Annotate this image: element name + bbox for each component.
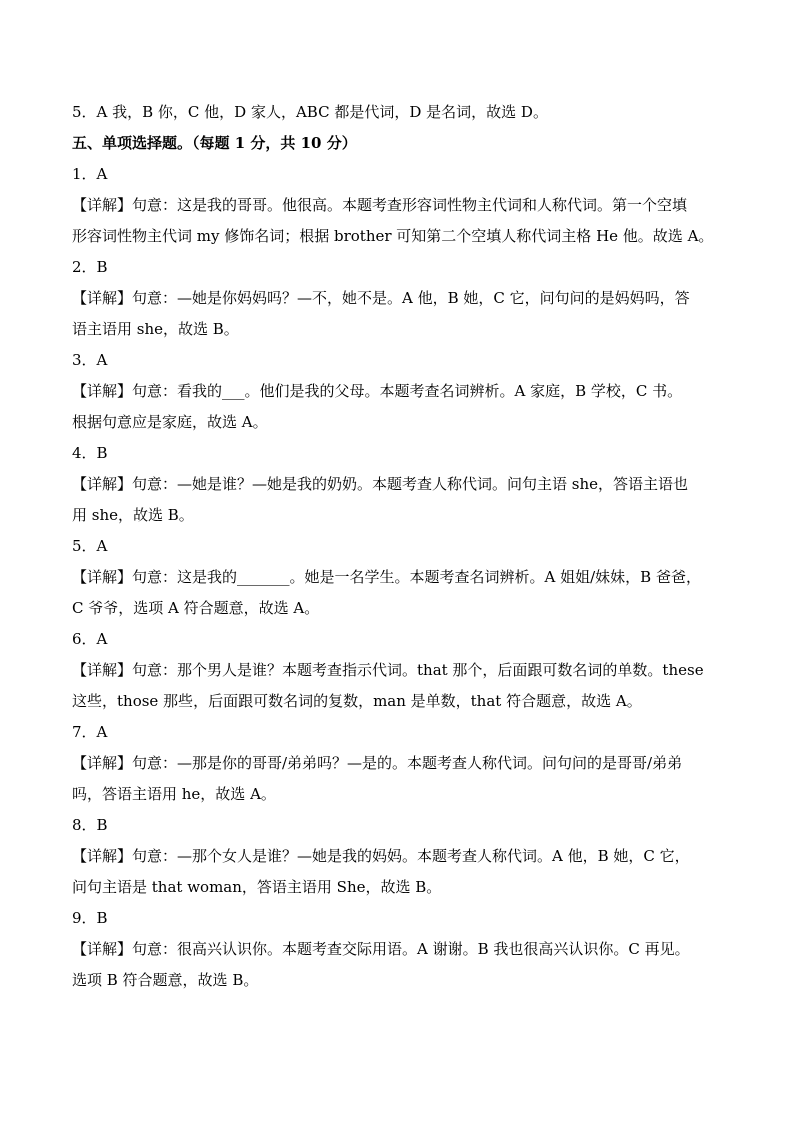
question-block-6 xyxy=(72,624,736,717)
question-block-9 xyxy=(72,903,736,996)
explanation-line: 语主语用 she，故选 B。 xyxy=(72,320,239,338)
explanation-line: 吗，答语主语用 he，故选 A。 xyxy=(72,785,276,803)
question-block-3 xyxy=(72,345,736,438)
explanation-line: 根据句意应是家庭，故选 A。 xyxy=(72,413,268,431)
explanation-line: 【详解】句意：那个男人是谁？本题考查指示代词。that 那个，后面跟可数名词的单数。these xyxy=(72,661,704,679)
answer-label: 4．B xyxy=(72,444,108,462)
answer-label: 7．A xyxy=(72,723,108,741)
previous-answer-line: 5．A 我，B 你，C 他，D 家人，ABC 都是代词，D 是名词，故选 D。 xyxy=(72,103,548,121)
question-block-2 xyxy=(72,252,736,345)
explanation-line: 选项 B 符合题意，故选 B。 xyxy=(72,971,259,989)
explanation-line: C 爷爷，选项 A 符合题意，故选 A。 xyxy=(72,599,320,617)
explanation-line: 形容词性物主代词 my 修饰名词；根据 brother 可知第二个空填人称代词主格 He 他。故选 A。 xyxy=(72,227,714,245)
explanation-line: 【详解】句意：—那个女人是谁？—她是我的妈妈。本题考查人称代词。A 他，B 她，C 它， xyxy=(72,847,690,865)
explanation-line: 【详解】句意：看我的___。他们是我的父母。本题考查名词辨析。A 家庭，B 学校，C 书。 xyxy=(72,382,683,400)
explanation-line: 【详解】句意：很高兴认识你。本题考查交际用语。A 谢谢。B 我也很高兴认识你。C 再见。 xyxy=(72,940,690,958)
explanation-line: 【详解】句意：—她是谁？—她是我的奶奶。本题考查人称代词。问句主语 she，答语主语也 xyxy=(72,475,689,493)
question-block-7 xyxy=(72,717,736,810)
explanation-line: 【详解】句意：—那是你的哥哥/弟弟吗？—是的。本题考查人称代词。问句问的是哥哥/弟弟 xyxy=(72,754,683,772)
question-block-1 xyxy=(72,159,736,252)
section-heading: 五、单项选择题。（每题 1 分，共 10 分） xyxy=(72,134,357,152)
answer-label: 9．B xyxy=(72,909,108,927)
explanation-line: 问句主语是 that woman，答语主语用 She，故选 B。 xyxy=(72,878,442,896)
answer-label: 2．B xyxy=(72,258,108,276)
explanation-line: 用 she，故选 B。 xyxy=(72,506,194,524)
explanation-line: 【详解】句意：—她是你妈妈吗？—不，她不是。A 他，B 她，C 它，问句问的是妈妈吗，答 xyxy=(72,289,690,307)
answer-label: 8．B xyxy=(72,816,108,834)
document-page xyxy=(72,97,736,996)
explanation-line: 【详解】句意：这是我的_______。她是一名学生。本题考查名词辨析。A 姐姐/妹妹，B 爸爸， xyxy=(72,568,701,586)
explanation-line: 【详解】句意：这是我的哥哥。他很高。本题考查形容词性物主代词和人称代词。第一个空填 xyxy=(72,196,688,214)
question-block-8 xyxy=(72,810,736,903)
answer-label: 5．A xyxy=(72,537,108,555)
question-block-5 xyxy=(72,531,736,624)
answer-label: 6．A xyxy=(72,630,108,648)
answer-label: 3．A xyxy=(72,351,108,369)
answer-label: 1．A xyxy=(72,165,108,183)
explanation-line: 这些，those 那些，后面跟可数名词的复数，man 是单数，that 符合题意，故选 A。 xyxy=(72,692,642,710)
question-block-4 xyxy=(72,438,736,531)
